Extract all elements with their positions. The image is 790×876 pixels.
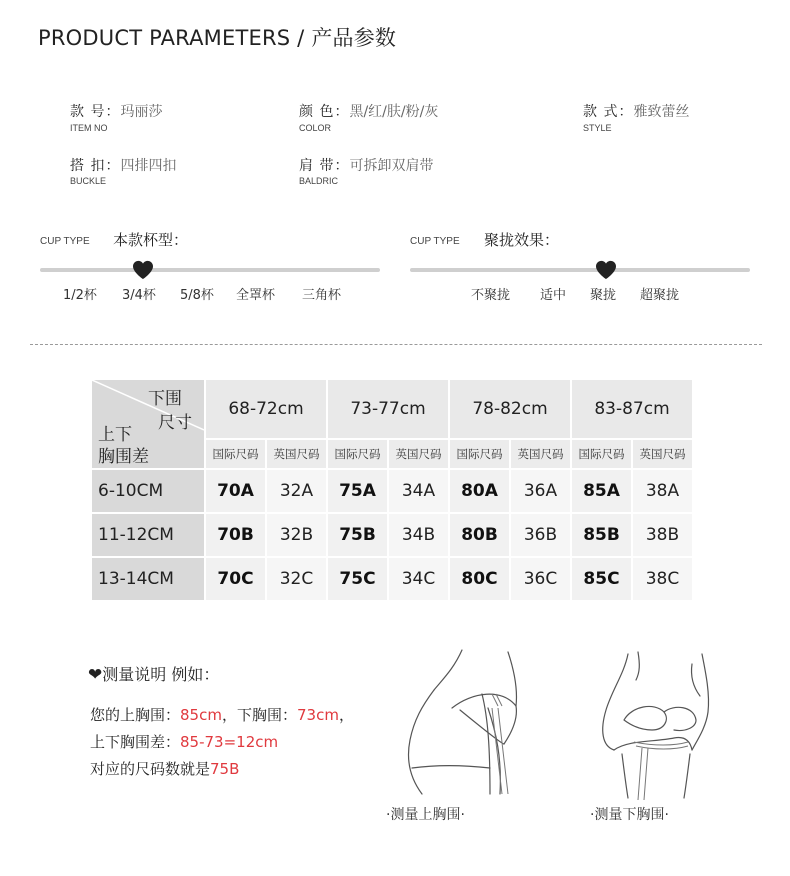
cup-type-track — [40, 268, 380, 272]
size-cell-uk: 36C — [511, 558, 570, 600]
param-en-label: STYLE — [583, 123, 612, 133]
push-effect-track — [410, 268, 750, 272]
size-cell-int: 85B — [572, 514, 631, 556]
measure-text: ，下胸围： — [221, 706, 297, 724]
size-cell-int: 70C — [206, 558, 265, 600]
measure-title — [88, 662, 219, 685]
table-row — [92, 558, 692, 600]
param-en-label: BUCKLE — [70, 176, 107, 186]
cup-option: 5/8杯 — [180, 288, 214, 303]
heart-icon — [132, 260, 154, 280]
measure-line-1 — [90, 704, 354, 725]
cup-option: 1/2杯 — [63, 288, 97, 303]
size-cell-int: 70B — [206, 514, 265, 556]
param-en-label: BALDRIC — [299, 176, 339, 186]
param-en-label: ITEM NO — [70, 123, 108, 133]
size-cell-uk: 34B — [389, 514, 448, 556]
measure-line-3 — [90, 758, 239, 779]
cup-type-label: 本款杯型： — [113, 231, 189, 249]
param-key: 款 式： — [583, 104, 634, 120]
sub-header-uk: 英国尺码 — [511, 440, 570, 468]
range-header: 78-82cm — [450, 380, 570, 438]
size-cell-int: 80B — [450, 514, 509, 556]
param-value: 黑/红/肤/粉/灰 — [349, 104, 439, 120]
sub-header-int: 国际尺码 — [328, 440, 387, 468]
push-option: 适中 — [540, 288, 567, 303]
size-cell-uk: 38A — [633, 470, 692, 512]
size-cell-int: 85A — [572, 470, 631, 512]
push-option: 不聚拢 — [471, 288, 511, 303]
row-label: 6-10CM — [92, 470, 204, 512]
measure-text: 对应的尺码数就是 — [90, 760, 211, 778]
param-baldric — [299, 155, 433, 175]
measure-line-2 — [90, 731, 278, 752]
size-cell-uk: 36A — [511, 470, 570, 512]
param-value: 玛丽莎 — [120, 104, 163, 120]
size-cell-uk: 38B — [633, 514, 692, 556]
param-key: 搭 扣： — [70, 158, 121, 174]
param-key: 肩 带： — [299, 158, 350, 174]
corner-under: 下围 — [148, 389, 182, 409]
size-cell-int: 75C — [328, 558, 387, 600]
size-cell-uk: 32B — [267, 514, 326, 556]
corner-diff1: 上下 — [98, 425, 132, 445]
push-effect-en: CUP TYPE — [410, 236, 460, 247]
row-label: 11-12CM — [92, 514, 204, 556]
size-cell-uk: 32C — [267, 558, 326, 600]
size-cell-int: 80A — [450, 470, 509, 512]
section-divider — [30, 344, 762, 345]
size-cell-int: 80C — [450, 558, 509, 600]
measure-title-text: 测量说明 例如： — [102, 665, 220, 684]
param-buckle — [70, 155, 176, 175]
measure-value: 73cm — [296, 706, 339, 724]
caption-upper-bust: ·测量上胸围· — [386, 807, 465, 823]
param-en-label: COLOR — [299, 123, 332, 133]
sub-header-uk: 英国尺码 — [389, 440, 448, 468]
corner-diff2: 胸围差 — [98, 447, 149, 467]
under-bust-illustration — [584, 650, 724, 800]
table-corner — [92, 380, 204, 468]
size-table — [90, 378, 694, 602]
page-title: PRODUCT PARAMETERS / 产品参数 — [38, 26, 397, 50]
range-header: 83-87cm — [572, 380, 692, 438]
measure-value: 85-73=12cm — [180, 733, 279, 751]
push-effect-label: 聚拢效果： — [484, 231, 560, 249]
sub-header-uk: 英国尺码 — [633, 440, 692, 468]
param-item-no — [70, 101, 162, 121]
heart-icon — [595, 260, 617, 280]
size-cell-uk: 32A — [267, 470, 326, 512]
measure-text: ， — [338, 706, 354, 724]
sub-header-int: 国际尺码 — [206, 440, 265, 468]
caption-under-bust: ·测量下胸围· — [590, 807, 669, 823]
size-cell-uk: 36B — [511, 514, 570, 556]
cup-option: 三角杯 — [302, 288, 342, 303]
param-style — [583, 101, 689, 121]
param-value: 雅致蕾丝 — [633, 104, 690, 120]
upper-bust-illustration — [392, 648, 532, 798]
sub-header-uk: 英国尺码 — [267, 440, 326, 468]
cup-type-en: CUP TYPE — [40, 236, 90, 247]
param-value: 四排四扣 — [120, 158, 177, 174]
measure-text: 上下胸围差： — [90, 733, 181, 751]
sub-header-int: 国际尺码 — [572, 440, 631, 468]
table-row — [92, 470, 692, 512]
size-cell-uk: 34C — [389, 558, 448, 600]
size-cell-uk: 38C — [633, 558, 692, 600]
measure-value: 75B — [210, 760, 240, 778]
range-header: 68-72cm — [206, 380, 326, 438]
measure-value: 85cm — [180, 706, 222, 724]
row-label: 13-14CM — [92, 558, 204, 600]
size-cell-int: 75A — [328, 470, 387, 512]
range-header: 73-77cm — [328, 380, 448, 438]
cup-option-selected: 3/4杯 — [122, 288, 156, 303]
table-row — [92, 514, 692, 556]
size-cell-uk: 34A — [389, 470, 448, 512]
param-key: 款 号： — [70, 104, 121, 120]
cup-option: 全罩杯 — [236, 288, 276, 303]
push-option: 超聚拢 — [640, 288, 680, 303]
size-cell-int: 85C — [572, 558, 631, 600]
heart-icon: ❤ — [88, 665, 103, 685]
param-value: 可拆卸双肩带 — [349, 158, 434, 174]
sub-header-int: 国际尺码 — [450, 440, 509, 468]
param-color — [299, 101, 438, 121]
push-option-selected: 聚拢 — [590, 288, 617, 303]
param-key: 颜 色： — [299, 104, 350, 120]
corner-size: 尺寸 — [158, 413, 192, 433]
size-cell-int: 75B — [328, 514, 387, 556]
size-cell-int: 70A — [206, 470, 265, 512]
measure-text: 您的上胸围： — [90, 706, 181, 724]
